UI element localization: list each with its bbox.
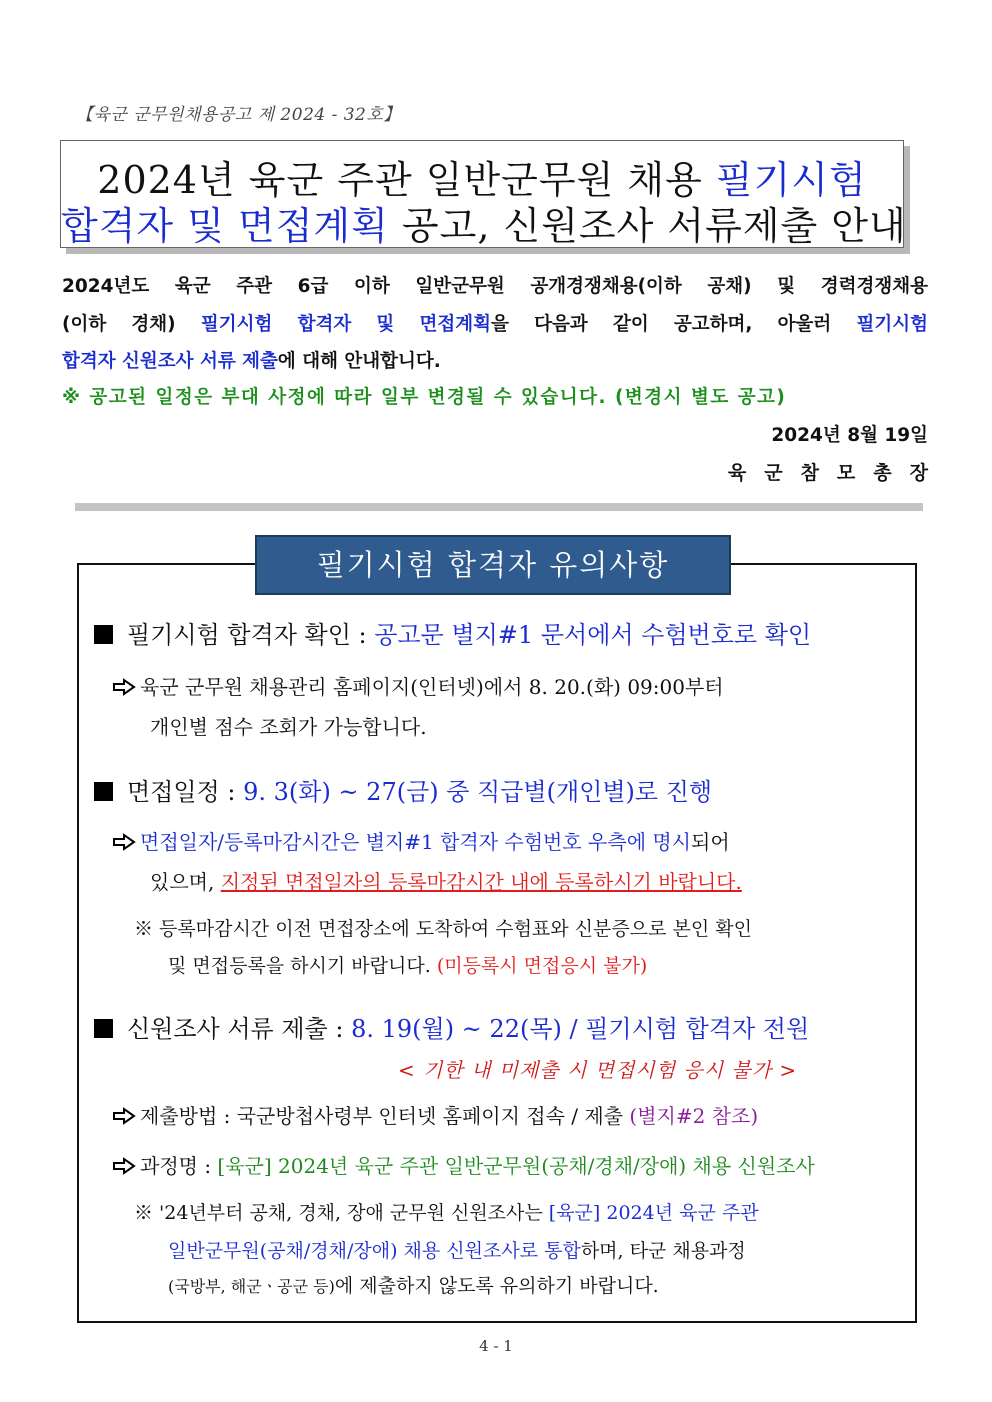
square-bullet-icon xyxy=(94,782,113,801)
intro-paragraph-line-1: 2024년도 육군 주관 6급 이하 일반군무원 공개경쟁채용(이하 공채) 및 경력경쟁채용 xyxy=(62,276,928,297)
schedule-change-note: ※ 공고된 일정은 부대 사정에 따라 일부 변경될 수 있습니다. (변경시 별도 공고) xyxy=(62,387,787,408)
arrow-right-icon xyxy=(112,830,140,854)
arrow-right-icon xyxy=(112,1104,140,1128)
documents-heading: 신원조사 서류 제출 : 8. 19(월) ~ 22(목) / 필기시험 합격자 전원 xyxy=(94,1009,809,1044)
interview-note-line-2: 및 면접등록을 하시기 바랍니다. (미등록시 면접응시 불가) xyxy=(168,955,648,977)
square-bullet-icon xyxy=(94,625,113,644)
arrow-right-icon xyxy=(112,675,140,699)
integration-note-line-2: 일반군무원(공채/경채/장애) 채용 신원조사로 통합하며, 타군 채용과정 xyxy=(168,1240,746,1262)
interview-heading: 면접일정 : 9. 3(화) ~ 27(금) 중 직급별(개인별)로 진행 xyxy=(94,772,712,807)
pass-check-heading: 필기시험 합격자 확인 : 공고문 별지#1 문서에서 수험번호로 확인 xyxy=(94,615,811,650)
title-line-1: 2024년 육군 주관 일반군무원 채용 필기시험 xyxy=(97,158,867,202)
score-inquiry-line-2: 개인별 점수 조회가 가능합니다. xyxy=(150,715,427,739)
divider xyxy=(75,503,923,511)
title-line-2: 합격자 및 면접계획 공고, 신원조사 서류제출 안내 xyxy=(61,204,907,248)
arrow-right-icon xyxy=(112,1154,140,1178)
title-box xyxy=(60,140,907,248)
score-inquiry-line-1: 육군 군무원 채용관리 홈페이지(인터넷)에서 8. 20.(화) 09:00부터 xyxy=(112,671,724,700)
intro-paragraph-line-3: 합격자 신원조사 서류 제출에 대해 안내합니다. xyxy=(62,351,441,372)
deadline-warning: < 기한 내 미제출 시 면접시험 응시 불가 > xyxy=(398,1058,798,1082)
signer: 육군참모총장 xyxy=(727,462,946,484)
notice-date: 2024년 8월 19일 xyxy=(771,425,928,446)
integration-note-line-3: (국방부, 해군ㆍ공군 등)에 제출하지 않도록 유의하기 바랍니다. xyxy=(168,1275,659,1297)
section-title: 필기시험 합격자 유의사항 xyxy=(255,535,731,595)
notice-number: 【육군 군무원채용공고 제 2024 - 32호】 xyxy=(76,105,401,125)
course-name: 과정명 : [육군] 2024년 육군 주관 일반군무원(공채/경채/장애) 채용 신원조사 xyxy=(112,1150,815,1179)
page-number: 4 - 1 xyxy=(479,1337,513,1355)
interview-info-line-2: 있으며, 지정된 면접일자의 등록마감시간 내에 등록하시기 바랍니다. xyxy=(150,870,742,894)
submission-method: 제출방법 : 국군방첩사령부 인터넷 홈페이지 접속 / 제출 (별지#2 참조) xyxy=(112,1100,758,1129)
square-bullet-icon xyxy=(94,1019,113,1038)
intro-paragraph-line-2: (이하 경채) 필기시험 합격자 및 면접계획을 다음과 같이 공고하며, 아울러 필기시험 xyxy=(62,314,929,335)
interview-info-line-1: 면접일자/등록마감시간은 별지#1 합격자 수험번호 우측에 명시되어 xyxy=(112,826,730,855)
integration-note-line-1: ※ '24년부터 공채, 경채, 장애 군무원 신원조사는 [육군] 2024년 육군 주관 xyxy=(134,1202,759,1224)
interview-note-line-1: ※ 등록마감시간 이전 면접장소에 도착하여 수험표와 신분증으로 본인 확인 xyxy=(134,918,752,940)
